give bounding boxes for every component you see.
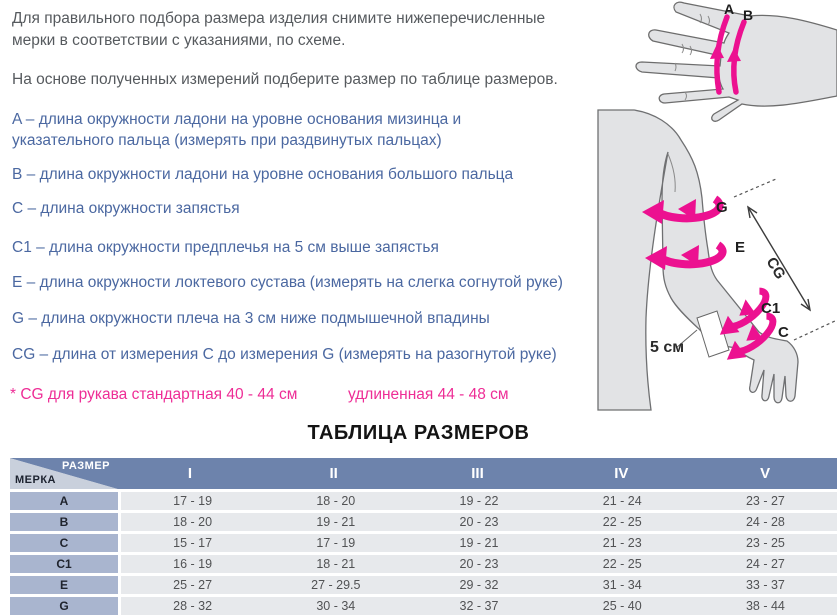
cell-g-4: 25 - 40 (602, 599, 642, 613)
cell-c1-4: 22 - 25 (602, 557, 642, 571)
cell-e-2: 27 - 29.5 (311, 578, 361, 592)
measurement-item-c: C – длина окружности запястья (12, 200, 240, 217)
cell-e-5: 33 - 37 (745, 578, 785, 592)
arm-label-g: G (716, 199, 728, 216)
cell-c1-5: 24 - 27 (745, 557, 785, 571)
cell-a-1: 17 - 19 (173, 494, 213, 508)
table-row (10, 534, 837, 552)
cell-a-2: 18 - 20 (316, 494, 356, 508)
measurement-item-c1: C1 – длина окружности предплечья на 5 см выше запястья (12, 239, 439, 256)
cell-c1-1: 16 - 19 (173, 557, 213, 571)
row-label-e: E (10, 576, 118, 594)
hand-measurement-diagram (630, 0, 837, 122)
column-header-5: V (760, 465, 771, 482)
intro-paragraph-2: На основе полученных измерений подберите размер по таблице размеров. (12, 71, 558, 88)
arm-label-cg: CG (762, 254, 789, 283)
finger-crease-marks (675, 14, 710, 100)
cell-a-4: 21 - 24 (602, 494, 642, 508)
cell-g-5: 38 - 44 (745, 599, 785, 613)
size-table-title: ТАБЛИЦА РАЗМЕРОВ (307, 422, 530, 444)
cell-g-2: 30 - 34 (316, 599, 356, 613)
cell-b-1: 18 - 20 (173, 515, 213, 529)
column-header-4: IV (614, 465, 629, 482)
sleeve-note-standard: * CG для рукава стандартная 40 - 44 см (10, 386, 298, 403)
arm-label-c: C (778, 324, 789, 341)
cell-c-5: 23 - 25 (745, 536, 785, 550)
row-label-c: C (10, 534, 118, 552)
table-row (10, 555, 837, 573)
intro-paragraph-1: Для правильного подбора размера изделия снимите нижеперечисленные мерки в соответствии с указаниями, по схеме. (12, 10, 546, 49)
cell-c1-3: 20 - 23 (459, 557, 499, 571)
cell-c-3: 19 - 21 (459, 536, 499, 550)
measurement-item-g: G – длина окружности плеча на 3 см ниже подмышечной впадины (12, 310, 490, 327)
cell-e-3: 29 - 32 (459, 578, 499, 592)
cell-e-4: 31 - 34 (602, 578, 642, 592)
row-label-a: A (10, 492, 118, 510)
row-label-g: G (10, 597, 118, 615)
cell-a-5: 23 - 27 (745, 494, 785, 508)
hand-label-a: A (724, 1, 735, 17)
row-label-c1: C1 (10, 555, 118, 573)
size-table-corner-cell (10, 458, 118, 489)
table-row (10, 597, 837, 615)
table-row (10, 513, 837, 531)
cell-c-4: 21 - 23 (602, 536, 642, 550)
size-table-header (10, 458, 837, 489)
cell-c-1: 15 - 17 (173, 536, 213, 550)
cell-g-3: 32 - 37 (459, 599, 499, 613)
arm-label-c1: C1 (761, 300, 781, 317)
measurement-item-b: B – длина окружности ладони на уровне основания большого пальца (12, 166, 514, 183)
measurement-item-cg: CG – длина от измерения C до измерения G (измерять на разогнутой руке) (12, 346, 557, 363)
row-label-b: B (10, 513, 118, 531)
cell-b-4: 22 - 25 (602, 515, 642, 529)
corner-label-size: РАЗМЕР (61, 460, 110, 472)
arm-measurement-diagram (596, 108, 837, 412)
distance-label-5cm: 5 см (650, 339, 685, 356)
cell-b-3: 20 - 23 (459, 515, 499, 529)
table-row (10, 492, 837, 510)
dashed-line-g (734, 179, 776, 197)
cell-c1-2: 18 - 21 (316, 557, 356, 571)
measurement-item-e: E – длина окружности локтевого сустава (измерять на слегка согнутой руке) (12, 274, 563, 291)
column-header-1: I (187, 465, 192, 482)
hand-label-b: B (743, 7, 754, 23)
cell-a-3: 19 - 22 (459, 494, 499, 508)
size-table (10, 458, 837, 615)
measurement-item-a: A – длина окружности ладони на уровне основания мизинца и указательного пальца (измерять при раздвинутых пальцах) (12, 111, 462, 149)
column-header-2: II (329, 465, 338, 482)
cell-b-5: 24 - 28 (745, 515, 785, 529)
column-header-3: III (471, 465, 484, 482)
size-column-headers (118, 458, 837, 489)
arm-label-e: E (735, 239, 746, 256)
cell-g-1: 28 - 32 (173, 599, 213, 613)
table-row (10, 576, 837, 594)
corner-label-measure: МЕРКА (15, 474, 56, 486)
sleeve-note-extended: удлиненная 44 - 48 см (348, 386, 509, 403)
cell-e-1: 25 - 27 (173, 578, 213, 592)
cell-b-2: 19 - 21 (316, 515, 356, 529)
cell-c-2: 17 - 19 (316, 536, 356, 550)
dashed-line-c (794, 320, 837, 340)
